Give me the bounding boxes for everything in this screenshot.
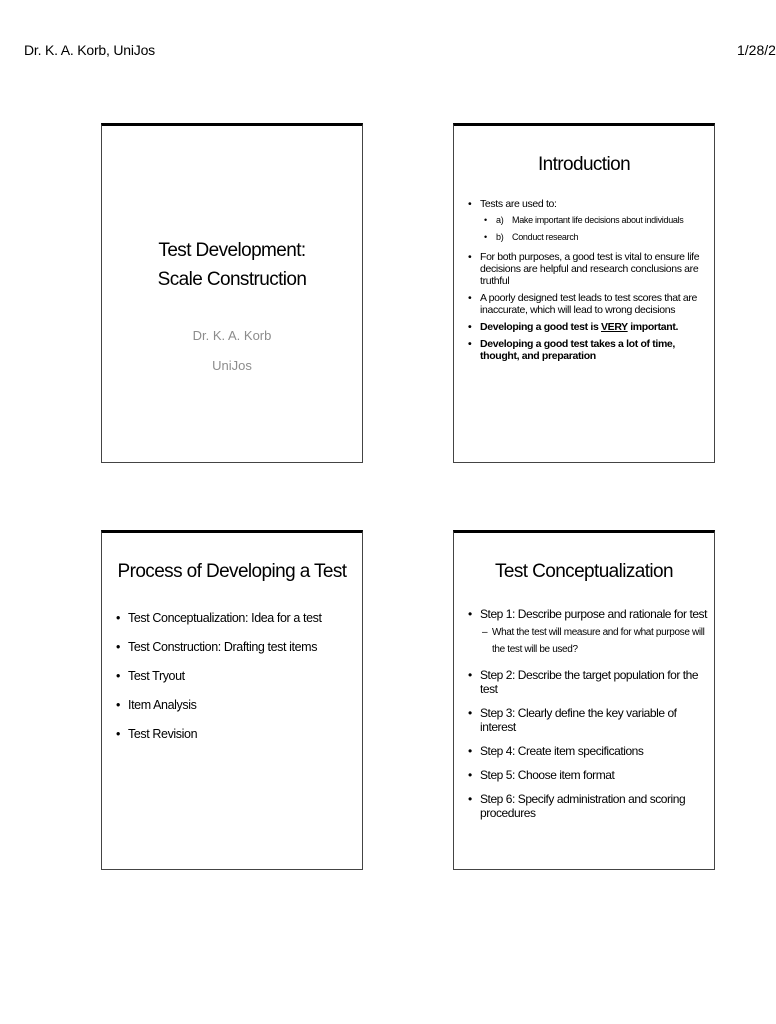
list-item: • Test Tryout [116, 669, 352, 684]
bullet-list [116, 611, 352, 742]
slide-subtitle [102, 321, 362, 381]
list-item: • Step 1: Describe purpose and rationale for test – What the test will measure and for what purpose will the test will be used? [468, 607, 708, 658]
list-item: • Step 6: Specify administration and scoring procedures [468, 792, 708, 820]
slide-title [101, 123, 363, 463]
header-author: Dr. K. A. Korb, UniJos [24, 42, 155, 58]
title-line-2: Scale Construction [157, 269, 307, 290]
slide-process [101, 530, 363, 870]
bullet-list [468, 198, 704, 362]
sub-item-a: • a) Make important life decisions about individuals [484, 212, 704, 229]
header-date: 1/28/2 [737, 42, 776, 58]
list-item: • Test Revision [116, 727, 352, 742]
list-item: • Developing a good test takes a lot of time, thought, and preparation [468, 338, 704, 362]
list-item: • Test Construction: Drafting test items [116, 640, 352, 655]
list-item: • Step 2: Describe the target population for the test [468, 668, 708, 696]
list-item: • For both purposes, a good test is vital to ensure life decisions are helpful and research conclusions are truthful [468, 251, 704, 287]
list-item: • Test Conceptualization: Idea for a test [116, 611, 352, 626]
slide-heading: Test Conceptualization [495, 561, 673, 582]
sub-list [484, 212, 704, 246]
list-item: • Developing a good test is VERY important. [468, 321, 704, 333]
slide-heading: Process of Developing a Test [117, 561, 347, 582]
emphasis-very: VERY [601, 321, 628, 333]
list-item: • Step 4: Create item specifications [468, 744, 708, 758]
slide-introduction [453, 123, 715, 463]
sub-list [482, 624, 708, 658]
sub-item-b: • b) Conduct research [484, 229, 704, 246]
slide-title-text [102, 236, 362, 294]
list-item: • A poorly designed test leads to test scores that are inaccurate, which will lead to wrong decisions [468, 292, 704, 316]
list-item: • Tests are used to: • a) Make important life decisions about individuals • b) Conduct research [468, 198, 704, 246]
list-item: • Step 5: Choose item format [468, 768, 708, 782]
subtitle-author: Dr. K. A. Korb [192, 328, 272, 343]
title-line-1: Test Development: [158, 240, 306, 261]
list-item: • Item Analysis [116, 698, 352, 713]
slide-heading: Introduction [537, 154, 631, 175]
slide-conceptualization [453, 530, 715, 870]
subtitle-institution: UniJos [212, 358, 252, 373]
bullet-list [468, 607, 708, 820]
list-item: • Step 3: Clearly define the key variable of interest [468, 706, 708, 734]
sub-item: – What the test will measure and for what purpose will the test will be used? [482, 624, 708, 658]
